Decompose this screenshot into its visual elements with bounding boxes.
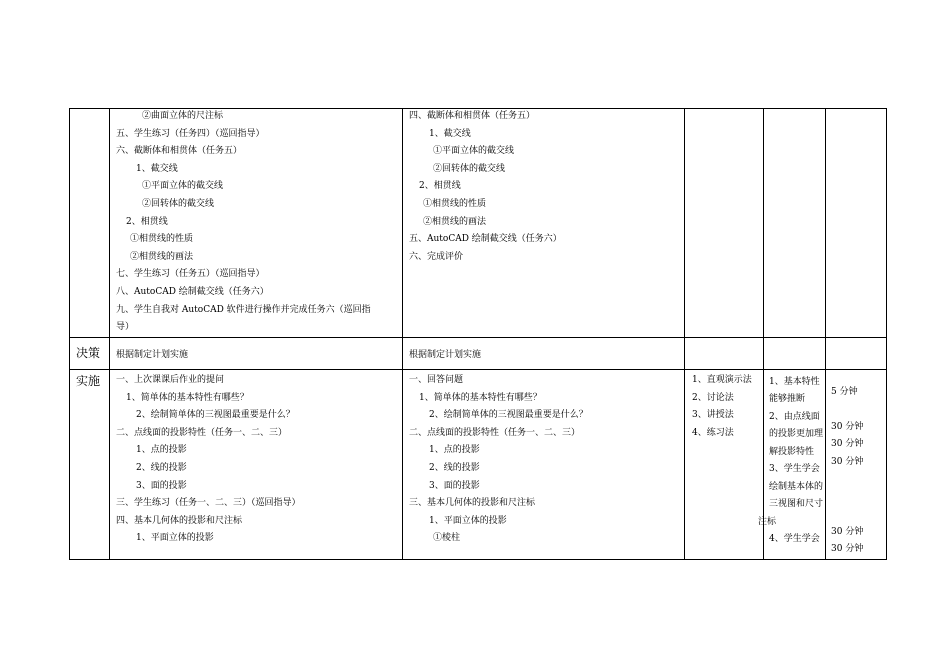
list-item: 3、面的投影 (136, 480, 187, 491)
time-value: 30 分钟 (831, 422, 864, 432)
list-item: 1、截交线 (429, 128, 471, 139)
implement-methods (692, 372, 752, 442)
list-item: 2、相贯线 (126, 216, 168, 227)
method-item: 4、练习法 (692, 427, 734, 438)
list-item: ②相贯线的画法 (130, 251, 194, 262)
col-border-student (402, 108, 403, 560)
list-item: 2、线的投影 (429, 462, 480, 473)
list-item: 二、点线面的投影特性（任务一、二、三） (409, 427, 581, 438)
list-item: 八、AutoCAD 绘制截交线（任务六） (116, 286, 269, 297)
list-item: ①相贯线的性质 (130, 234, 194, 245)
method-item: 1、直观演示法 (692, 375, 752, 385)
col-border-time (825, 108, 826, 560)
list-item: ②回转体的截交线 (433, 163, 506, 174)
row-divider-implement (69, 369, 887, 370)
list-item: ②回转体的截交线 (142, 198, 215, 209)
list-item: 四、基本几何体的投影和尺注标 (116, 515, 243, 526)
list-item: 三、学生练习（任务一、二、三）（巡回指导） (116, 498, 301, 509)
list-item: 六、截断体和相贯体（任务五） (116, 146, 243, 157)
list-item: 1、简单体的基本特性有哪些？ (419, 392, 542, 403)
list-item: 1、平面立体的投影 (136, 533, 214, 544)
decision-teacher-text: 根据制定计划实施 (116, 350, 189, 360)
list-item: 导） (116, 322, 135, 333)
top-student-content (409, 108, 562, 266)
time-value: 30 分钟 (831, 457, 864, 467)
implement-teacher-content (116, 372, 301, 548)
list-item: 2、绘制简单体的三视图最重要是什么？ (136, 410, 295, 421)
list-item: ①相贯线的性质 (423, 198, 487, 209)
goal-line: 4、学生学会 (769, 534, 820, 544)
list-item: 六、完成评价 (409, 251, 464, 262)
col-border-teacher (109, 108, 110, 560)
list-item: 九、学生自我对 AutoCAD 软件进行操作并完成任务六（巡回指 (116, 304, 371, 315)
implement-student-content (409, 372, 588, 548)
decision-label: 决策 (76, 346, 101, 360)
method-item: 2、讨论法 (692, 392, 734, 403)
list-item: 1、点的投影 (136, 445, 187, 456)
top-teacher-content (116, 108, 371, 337)
list-item: 一、回答问题 (409, 375, 464, 385)
col-border-goal (763, 108, 764, 560)
list-item: 2、绘制简单体的三视图最重要是什么？ (429, 410, 588, 421)
goal-line: 能够推断 (769, 394, 806, 404)
goal-line: 注标 (758, 517, 777, 527)
col-border-right (886, 108, 887, 560)
list-item: 一、上次课课后作业的提问 (116, 375, 225, 385)
method-item: 3、讲授法 (692, 410, 734, 421)
list-item: ②相贯线的画法 (423, 216, 487, 227)
goal-line: 的投影更加理 (769, 429, 824, 439)
row-divider-decision (69, 337, 887, 338)
col-border-left (69, 108, 70, 560)
implement-label: 实施 (76, 374, 101, 388)
list-item: 三、基本几何体的投影和尺注标 (409, 498, 536, 509)
list-item: 二、点线面的投影特性（任务一、二、三） (116, 427, 288, 438)
goal-line: 绘制基本体的 (769, 482, 824, 492)
time-value: 30 分钟 (831, 439, 864, 449)
col-border-method (684, 108, 685, 560)
list-item: ①平面立体的截交线 (142, 181, 224, 192)
list-item: 1、截交线 (136, 163, 178, 174)
list-item: 五、学生练习（任务四）（巡回指导） (116, 128, 265, 139)
list-item: 1、平面立体的投影 (429, 515, 507, 526)
list-item: 1、点的投影 (429, 445, 480, 456)
goal-line: 3、学生学会 (769, 464, 820, 474)
list-item: 四、截断体和相贯体（任务五） (409, 111, 536, 121)
list-item: ①平面立体的截交线 (433, 146, 515, 157)
time-value: 30 分钟 (831, 544, 864, 554)
list-item: 1、简单体的基本特性有哪些？ (126, 392, 249, 403)
list-item: ①棱柱 (433, 533, 461, 544)
time-value: 30 分钟 (831, 527, 864, 537)
time-value: 5 分钟 (831, 387, 858, 397)
goal-line: 三视图和尺寸 (769, 499, 824, 509)
list-item: 五、AutoCAD 绘制截交线（任务六） (409, 234, 562, 245)
list-item: 3、面的投影 (429, 480, 480, 491)
goal-line: 解投影特性 (769, 447, 815, 457)
list-item: 2、相贯线 (419, 181, 461, 192)
list-item: ②曲面立体的尺注标 (142, 111, 224, 121)
list-item: 2、线的投影 (136, 462, 187, 473)
goal-line: 1、基本特性 (769, 377, 820, 387)
decision-student-text: 根据制定计划实施 (409, 350, 482, 360)
table-bottom-border (69, 559, 887, 560)
list-item: 七、学生练习（任务五）（巡回指导） (116, 269, 265, 280)
goal-line: 2、由点线面 (769, 412, 820, 422)
